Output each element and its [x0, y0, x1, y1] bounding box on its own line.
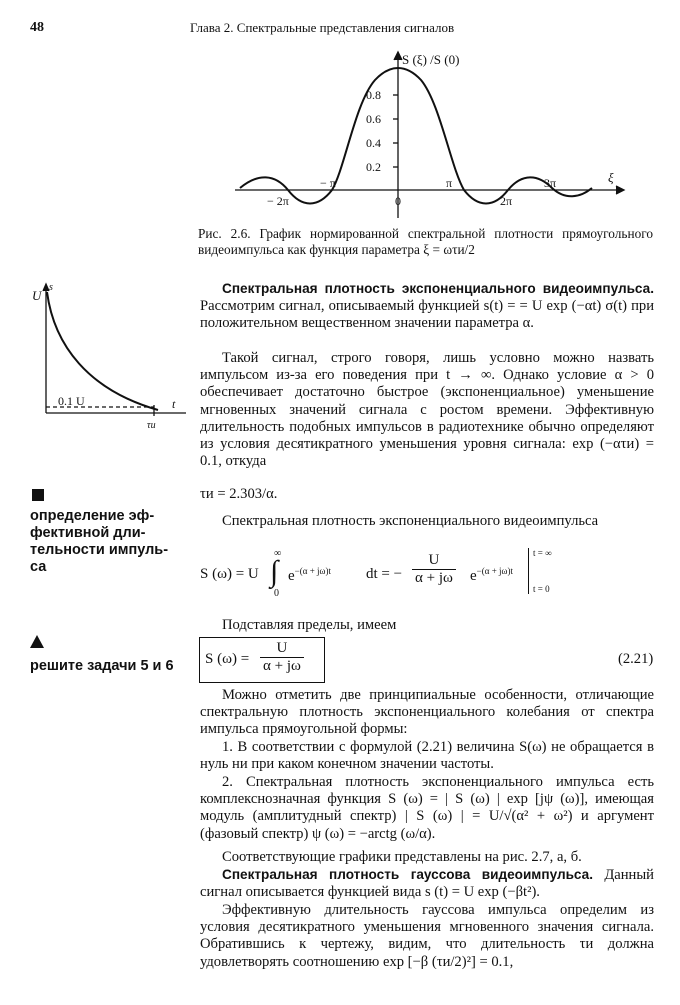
paragraph-spectral: Спектральная плотность экспоненциального видеоимпульса: [222, 513, 599, 529]
x-label-3pi: 3π: [544, 176, 557, 190]
y-tick-label: 0.6: [366, 112, 381, 126]
list-item-2: 2. Спектральная плотность экспоненциального импульса есть комплекснозначная функция S (ω) = | S (ω) | exp [jψ (ω)], имеющая модуль (амплитудный спектр) | S (ω) | = U/√(α² + ω²) и аргумент (фазовый спектр) ψ (ω) = −arctg (ω/α).: [200, 774, 654, 842]
paragraph-text: Данный сигнал описывается функцией вида s (t) = U exp (−βt²).: [200, 867, 654, 901]
fraction-denominator: α + jω: [263, 658, 301, 674]
section-title-gaussian: Спектральная плотность гауссова видеоимпульса.: [222, 867, 593, 882]
limit-bar: [528, 548, 529, 594]
equation-box: [199, 637, 325, 683]
paragraph-duration: Такой сигнал, строго говоря, лишь условно можно назвать импульсом из-за его поведения при t → ∞. Однако условие α > 0 обеспечивает достаточно быстрое (экспоненциальное) уменьшение мгновенных значений сигнала с ростом времени. Эффективную длительность подобных импульсов в радиотехнике обычно определяют из условия десятикратного уменьшения уровня сигнала: exp (−ατи) = 0.1, откуда: [200, 350, 654, 470]
fraction-denominator: α + jω: [415, 570, 453, 586]
y-tick-label: 0.8: [366, 88, 381, 102]
integral-sign: ∫: [270, 555, 279, 588]
integral-dt: dt = −: [366, 566, 403, 582]
running-title: Глава 2. Спектральные представления сигналов: [190, 20, 455, 35]
y-tick-label: 0.2: [366, 160, 381, 174]
paragraph-features: Можно отметить две принципиальные особенности, отличающие спектральную плотность экспоненциального колебания от спектра импульса прямоугольной формы:: [200, 687, 654, 738]
paragraph-gaussian-duration: Эффективную длительность гауссова импульса определим из условия десятикратного уменьшения мгновенного значения сигнала. Обратившись к чертежу, видим, что длительность τи должна удовлетворять соотношению exp [−β (τи/2)²] = 0.1,: [200, 902, 654, 970]
equation-number: (2.21): [618, 651, 654, 667]
triangle-marker: [30, 635, 44, 648]
definition-line: тельности импуль-: [30, 542, 169, 558]
x-label-pi: π: [446, 176, 453, 190]
square-marker: [32, 489, 44, 501]
integral-exp-2: [470, 566, 513, 585]
exp-base: e: [470, 568, 477, 584]
fraction-numerator: U: [260, 640, 304, 658]
figure-caption: Рис. 2.6. График нормированной спектральной плотности прямоугольного видеоимпульса как функция параметра ξ = ωτи/2: [198, 226, 653, 257]
y-axis-label: S (ξ) /S (0): [402, 52, 460, 67]
exp-base: e: [288, 568, 295, 584]
x-label-minus-pi: − π: [320, 176, 336, 190]
paragraph-text: Рассмотрим сигнал, описываемый функцией s(t) = = U exp (−αt) σ(t) при положительном вещественном значении параметра α.: [200, 298, 654, 332]
level-label: 0.1 U: [58, 394, 85, 408]
fraction-numerator: U: [412, 552, 456, 570]
x-axis-label: ξ: [608, 170, 614, 185]
paragraph-exponential: [200, 280, 654, 333]
limit-upper: t = ∞: [533, 548, 552, 558]
tau-label: τи: [147, 420, 156, 431]
definition-note: [30, 508, 180, 576]
definition-line: фективной дли-: [30, 525, 146, 541]
y-label-U: U: [32, 288, 42, 303]
integral-lower: 0: [274, 588, 279, 599]
exponential-pulse-figure: [28, 280, 188, 432]
exponential-curve: [47, 292, 158, 410]
exp-power: −(α + jω)t: [294, 566, 331, 576]
paragraph-gaussian: [200, 866, 654, 901]
x-label-2pi: 2π: [500, 194, 513, 208]
figure-axes: [235, 52, 624, 218]
origin-label: 0: [395, 194, 401, 208]
exp-power: −(α + jω)t: [476, 566, 513, 576]
integral-exp: [288, 566, 331, 585]
integral-formula: [200, 548, 560, 602]
tau-formula: τи = 2.303/α.: [200, 486, 278, 502]
paragraph-substitution: Подставляя пределы, имеем: [222, 617, 397, 633]
x-label-minus-2pi: − 2π: [267, 194, 289, 208]
list-item-1: 1. В соответствии с формулой (2.21) величина S(ω) не обращается в нуль ни при каком конечном значении частоты.: [200, 739, 654, 773]
eq-lhs: S (ω) =: [205, 651, 250, 667]
eq-fraction: [260, 640, 304, 675]
definition-line: определение эф-: [30, 508, 155, 524]
section-title-exponential: Спектральная плотность экспоненциального видеоимпульса.: [222, 281, 654, 296]
integral-fraction: [412, 552, 456, 587]
integral-lhs: S (ω) = U: [200, 566, 259, 582]
limit-lower: t = 0: [533, 584, 550, 594]
spectral-curve: [240, 68, 592, 204]
y-tick-label: 0.4: [366, 136, 381, 150]
spectral-density-figure: [230, 48, 630, 220]
t-label: t: [172, 397, 176, 411]
paragraph-graphs: Соответствующие графики представлены на рис. 2.7, а, б.: [222, 849, 582, 865]
definition-line: са: [30, 559, 47, 575]
integral-upper: ∞: [274, 548, 282, 559]
page-number: 48: [30, 20, 44, 35]
s-label: s: [49, 282, 53, 293]
task-note: решите задачи 5 и 6: [30, 658, 174, 674]
